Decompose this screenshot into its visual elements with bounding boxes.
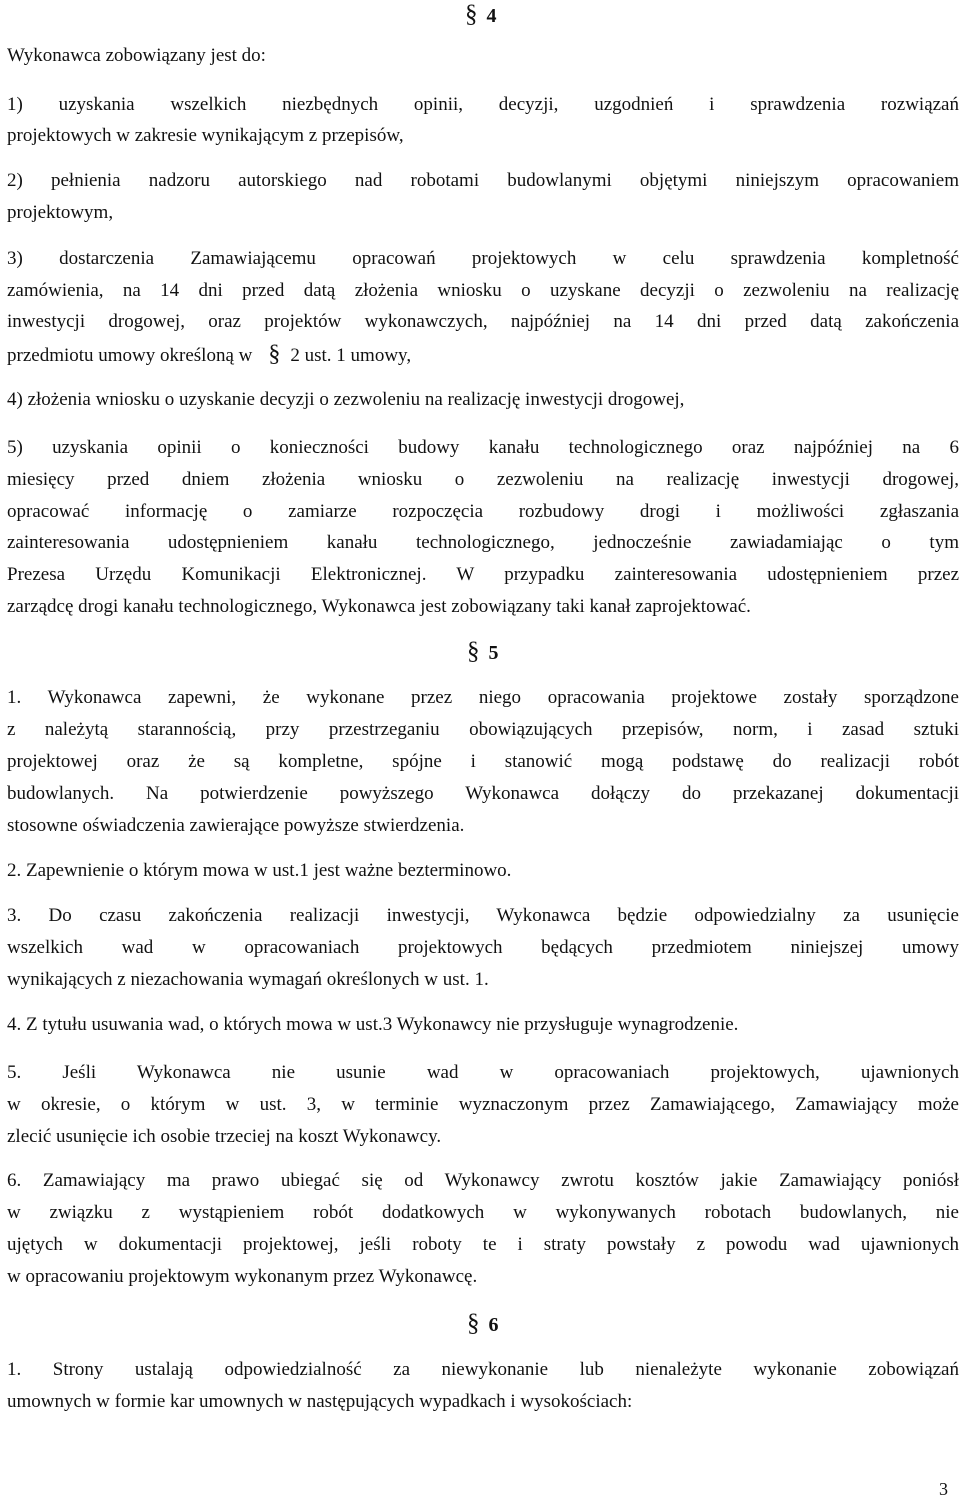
s5-point-5-line-3: zlecić usunięcie ich osobie trzeciej na koszt Wykonawcy. xyxy=(7,1126,442,1147)
item-1-line-2: projektowych w zakresie wynikającym z przepisów, xyxy=(7,125,404,146)
s5-point-2-line: 2. Zapewnienie o którym mowa w ust.1 jest ważne bezterminowo. xyxy=(7,860,512,881)
s5-point-5-line-2: w okresie, o którym w ust. 3, w terminie wyznaczonym przez Zamawiającego, Zamawiający może xyxy=(7,1094,959,1115)
item-1-line-1: 1) uzyskania wszelkich niezbędnych opinii, decyzji, uzgodnień i sprawdzenia rozwiązań xyxy=(7,94,959,115)
s5-point-1-line-4: budowlanych. Na potwierdzenie powyższego Wykonawca dołączy do przekazanej dokumentacji xyxy=(7,783,959,804)
item-5-line-5: Prezesa Urzędu Komunikacji Elektronicznej. W przypadku zainteresowania udostępnieniem przez xyxy=(7,564,959,585)
s5-point-1-line-3: projektowej oraz że są kompletne, spójne i stanowić mogą podstawę do realizacji robót xyxy=(7,751,959,772)
section-symbol: § xyxy=(467,1310,480,1337)
page-number: 3 xyxy=(939,1479,948,1499)
section-heading-4 xyxy=(465,0,497,31)
s5-point-6-line-2: w związku z wystąpieniem robót dodatkowych w wykonywanych robotach budowlanych, nie xyxy=(7,1202,959,1223)
item-3-line-4 xyxy=(7,339,959,369)
section-symbol: § xyxy=(465,1,478,28)
item-3-line-3: inwestycji drogowej, oraz projektów wykonawczych, najpóźniej na 14 dni przed datą zakończenia xyxy=(7,311,959,332)
s5-point-3-line-2: wszelkich wad w opracowaniach projektowych będących przedmiotem niniejszej umowy xyxy=(7,937,959,958)
item-5-line-2: miesięcy przed dniem złożenia wniosku o zezwoleniu na realizację inwestycji drogowej, xyxy=(7,469,959,490)
s6-point-1-line-1: 1. Strony ustalają odpowiedzialność za niewykonanie lub nienależyte wykonanie zobowiązań xyxy=(7,1359,959,1380)
section-symbol: § xyxy=(467,638,480,665)
s5-point-5-line-1: 5. Jeśli Wykonawca nie usunie wad w opracowaniach projektowych, ujawnionych xyxy=(7,1062,959,1083)
s5-point-6-line-1: 6. Zamawiający ma prawo ubiegać się od Wykonawcy zwrotu kosztów jakie Zamawiający poniósł xyxy=(7,1170,959,1191)
item-2-line-2: projektowym, xyxy=(7,202,114,223)
s5-point-6-line-4: w opracowaniu projektowym wykonanym przez Wykonawcę. xyxy=(7,1266,478,1287)
item-2-line-1: 2) pełnienia nadzoru autorskiego nad robotami budowlanymi objętymi niniejszym opracowaniem xyxy=(7,170,959,191)
item-5-line-4: zainteresowania udostępnieniem kanału technologicznego, jednocześnie zawiadamiając o tym xyxy=(7,532,959,553)
s5-point-1-line-2: z należytą starannością, przy przestrzeganiu obowiązujących przepisów, norm, i zasad sztuki xyxy=(7,719,959,740)
item-4-line: 4) złożenia wniosku o uzyskanie decyzji o zezwoleniu na realizację inwestycji drogowej, xyxy=(7,389,685,410)
item-5-line-6: zarządcę drogi kanału technologicznego, Wykonawca jest zobowiązany taki kanał zaprojektować. xyxy=(7,596,751,617)
s5-point-1-line-5: stosowne oświadczenia zawierające powyższe stwierdzenia. xyxy=(7,815,465,836)
s6-point-1-line-2: umownych w formie kar umownych w następujących wypadkach i wysokościach: xyxy=(7,1391,633,1412)
section-heading-5 xyxy=(467,637,499,668)
s5-point-4-line: 4. Z tytułu usuwania wad, o których mowa w ust.3 Wykonawcy nie przysługuje wynagrodzenie. xyxy=(7,1014,739,1035)
item-3-line-1: 3) dostarczenia Zamawiającemu opracowań projektowych w celu sprawdzenia kompletność xyxy=(7,248,959,269)
s5-point-1-line-1: 1. Wykonawca zapewni, że wykonane przez niego opracowania projektowe zostały sporządzone xyxy=(7,687,959,708)
section-number: 6 xyxy=(488,1314,499,1336)
item-5-line-1: 5) uzyskania opinii o konieczności budowy kanału technologicznego oraz najpóźniej na 6 xyxy=(7,437,959,458)
s5-point-6-line-3: ujętych w dokumentacji projektowej, jeśli roboty te i straty powstały z powodu wad ujawnionych xyxy=(7,1234,959,1255)
item-3-text-before: przedmiotu umowy określoną w xyxy=(7,345,253,366)
section-number: 4 xyxy=(486,5,497,27)
s5-point-3-line-3: wynikających z niezachowania wymagań określonych w ust. 1. xyxy=(7,969,489,990)
item-5-line-3: opracować informację o zamiarze rozpoczęcia rozbudowy drogi i możliwości zgłaszania xyxy=(7,501,959,522)
item-3-text-after: 2 ust. 1 umowy, xyxy=(290,345,412,366)
item-3-line-2: zamówienia, na 14 dni przed datą złożenia wniosku o uzyskane decyzji o zezwoleniu na realizację xyxy=(7,280,959,301)
section-number: 5 xyxy=(488,642,499,664)
section-heading-6 xyxy=(467,1309,499,1340)
intro-line: Wykonawca zobowiązany jest do: xyxy=(7,45,266,66)
section-symbol-inline: § xyxy=(268,341,281,367)
s5-point-3-line-1: 3. Do czasu zakończenia realizacji inwestycji, Wykonawca będzie odpowiedzialny za usunięcie xyxy=(7,905,959,926)
